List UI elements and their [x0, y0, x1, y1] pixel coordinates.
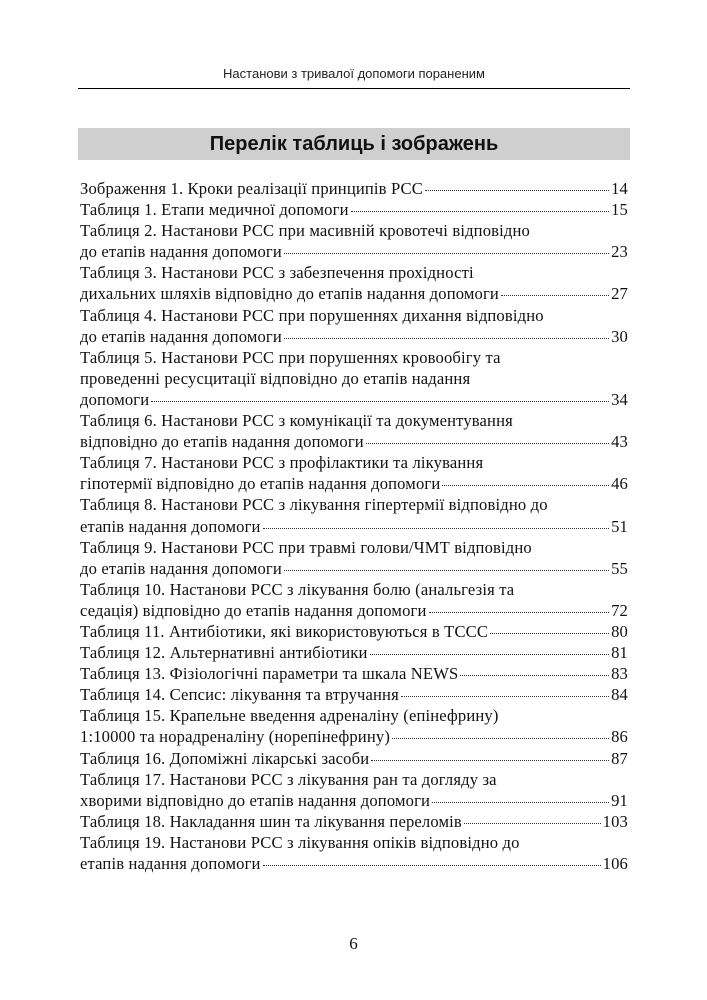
- toc-entry-last-line: [80, 178, 628, 199]
- toc-entry-text: Таблиця 6. Настанови РСС з комунікації та документування: [80, 411, 513, 431]
- toc-entry-text: Таблиця 8. Настанови РСС з лікування гіпертермії відповідно до: [80, 495, 548, 515]
- toc-entry[interactable]: [80, 579, 628, 621]
- toc-entry[interactable]: [80, 748, 628, 769]
- toc-entry-text: Таблиця 19. Настанови РСС з лікування опіків відповідно до: [80, 832, 520, 852]
- toc-entry-text: до етапів надання допомоги: [80, 558, 282, 578]
- toc-entry-page: 43: [611, 432, 628, 452]
- toc-entry-last-line: [80, 621, 628, 642]
- dot-leader: [442, 485, 609, 486]
- toc-entry-page: 106: [602, 854, 628, 873]
- toc-entry-last-line: [80, 642, 628, 663]
- dot-leader: [490, 633, 609, 634]
- toc-entry-text: Таблиця 12. Альтернативні антибіотики: [80, 643, 368, 663]
- toc-entry[interactable]: [80, 494, 628, 536]
- toc-entry-last-line: [80, 558, 628, 579]
- toc-entry-text: етапів надання допомоги: [80, 516, 261, 536]
- toc-entry-last-line: [80, 516, 628, 537]
- toc-entry-last-line: [80, 853, 628, 874]
- toc-entry-text: етапів надання допомоги: [80, 854, 261, 873]
- toc-entry-page: 27: [611, 284, 628, 304]
- toc-entry-page: 14: [611, 179, 628, 198]
- toc-entry[interactable]: [80, 832, 628, 874]
- toc-entry-page: 84: [611, 685, 628, 705]
- title-band: [78, 128, 630, 160]
- toc-entry-text: Таблиця 11. Антибіотики, які використовуються в ТССС: [80, 621, 489, 641]
- toc-entry-page: 55: [611, 558, 628, 578]
- toc-entry-text: дихальних шляхів відповідно до етапів надання допомоги: [80, 284, 499, 304]
- toc-entry-last-line: [80, 684, 628, 705]
- toc-entry-text: відповідно до етапів надання допомоги: [80, 432, 364, 452]
- toc-entry-page: 86: [611, 727, 628, 747]
- toc-entry-text: Таблиця 18. Накладання шин та лікування переломів: [80, 811, 462, 831]
- toc-entry-text: Таблиця 17. Настанови РСС з лікування ран та догляду за: [80, 769, 497, 789]
- dot-leader: [151, 401, 609, 402]
- dot-leader: [263, 528, 610, 529]
- toc-entry-last-line: [80, 199, 628, 220]
- dot-leader: [425, 190, 609, 191]
- toc-entry-text: Таблиця 13. Фізіологічні параметри та шкала NEWS: [80, 664, 459, 684]
- toc-entry-last-line: [80, 726, 628, 747]
- toc-entry-last-line: [80, 600, 628, 621]
- toc-entry[interactable]: [80, 684, 628, 705]
- toc-entry[interactable]: [80, 705, 628, 747]
- toc-entry-last-line: [80, 326, 628, 347]
- toc-entry-page: 87: [611, 748, 628, 768]
- toc-entry-text: проведенні ресусцитації відповідно до етапів надання: [80, 368, 471, 388]
- toc-entry-last-line: [80, 748, 628, 769]
- dot-leader: [370, 654, 610, 655]
- toc-entry-text: Зображення 1. Кроки реалізації принципів РСС: [80, 179, 423, 198]
- toc-entry[interactable]: [80, 305, 628, 347]
- toc-entry-text: гіпотермії відповідно до етапів надання допомоги: [80, 474, 441, 494]
- toc-entry[interactable]: [80, 199, 628, 220]
- dot-leader: [392, 738, 609, 739]
- toc-entry-text: Таблиця 15. Крапельне введення адреналіну (епінефрину): [80, 706, 499, 726]
- toc-entry-text: Таблиця 9. Настанови РСС при травмі голови/ЧМТ відповідно: [80, 537, 532, 557]
- toc-entry-page: 103: [602, 811, 628, 831]
- dot-leader: [460, 675, 609, 676]
- toc-entry[interactable]: [80, 663, 628, 684]
- dot-leader: [464, 823, 601, 824]
- toc-entry-page: 46: [611, 474, 628, 494]
- dot-leader: [432, 802, 609, 803]
- toc-entry-text: хворими відповідно до етапів надання допомоги: [80, 790, 431, 810]
- dot-leader: [263, 865, 601, 866]
- toc-entry-last-line: [80, 790, 628, 811]
- toc-entry[interactable]: [80, 452, 628, 494]
- toc-entry-page: 51: [611, 516, 628, 536]
- toc-entry-text: Таблиця 2. Настанови РСС при масивній кровотечі відповідно: [80, 221, 530, 241]
- toc-entry-last-line: [80, 389, 628, 410]
- dot-leader: [501, 295, 609, 296]
- toc-entry-page: 81: [611, 643, 628, 663]
- toc-entry-text: Таблиця 16. Допоміжні лікарські засоби: [80, 748, 370, 768]
- toc-entry[interactable]: [80, 811, 628, 832]
- running-header: Настанови з тривалої допомоги пораненим: [223, 66, 485, 81]
- dot-leader: [371, 760, 609, 761]
- dot-leader: [284, 338, 609, 339]
- dot-leader: [366, 443, 609, 444]
- toc-entry-page: 15: [611, 200, 628, 220]
- toc-entry[interactable]: [80, 769, 628, 811]
- dot-leader: [401, 696, 609, 697]
- toc-entry-page: 30: [611, 326, 628, 346]
- toc-entry-page: 23: [611, 242, 628, 262]
- table-of-contents: [80, 178, 628, 874]
- toc-entry-page: 83: [611, 664, 628, 684]
- toc-entry-last-line: [80, 241, 628, 262]
- toc-entry-text: Таблиця 10. Настанови РСС з лікування болю (анальгезія та: [80, 579, 515, 599]
- toc-entry-text: Таблиця 5. Настанови РСС при порушеннях кровообігу та: [80, 347, 501, 367]
- dot-leader: [351, 211, 609, 212]
- toc-entry-text: до етапів надання допомоги: [80, 242, 282, 262]
- toc-entry-text: до етапів надання допомоги: [80, 326, 282, 346]
- toc-entry-text: допомоги: [80, 389, 150, 409]
- dot-leader: [429, 612, 610, 613]
- dot-leader: [284, 253, 609, 254]
- header-rule: [78, 88, 630, 89]
- toc-entry[interactable]: [80, 537, 628, 579]
- page-title: Перелік таблиць і зображень: [209, 132, 499, 155]
- toc-entry[interactable]: [80, 642, 628, 663]
- toc-entry-text: Таблиця 7. Настанови РСС з профілактики та лікування: [80, 453, 484, 473]
- toc-entry[interactable]: [80, 621, 628, 642]
- toc-entry[interactable]: [80, 410, 628, 452]
- toc-entry-last-line: [80, 431, 628, 452]
- toc-entry-text: 1:10000 та норадреналіну (норепінефрину): [80, 727, 390, 747]
- toc-entry-last-line: [80, 811, 628, 832]
- toc-entry-text: Таблиця 3. Настанови РСС з забезпечення прохідності: [80, 263, 474, 283]
- page-number: 6: [349, 934, 358, 953]
- toc-entry-page: 72: [611, 600, 628, 620]
- toc-entry-page: 91: [611, 790, 628, 810]
- toc-entry-page: 34: [611, 389, 628, 409]
- toc-entry-text: Таблиця 4. Настанови РСС при порушеннях дихання відповідно: [80, 305, 544, 325]
- toc-entry-text: седація) відповідно до етапів надання допомоги: [80, 600, 427, 620]
- toc-entry[interactable]: [80, 262, 628, 304]
- toc-entry-text: Таблиця 14. Сепсис: лікування та втручання: [80, 685, 399, 705]
- dot-leader: [284, 570, 609, 571]
- toc-entry[interactable]: [80, 178, 628, 199]
- toc-entry-text: Таблиця 1. Етапи медичної допомоги: [80, 200, 349, 220]
- toc-entry-last-line: [80, 283, 628, 304]
- toc-entry[interactable]: [80, 347, 628, 410]
- toc-entry-last-line: [80, 663, 628, 684]
- toc-entry[interactable]: [80, 220, 628, 262]
- toc-entry-last-line: [80, 473, 628, 494]
- toc-entry-page: 80: [611, 621, 628, 641]
